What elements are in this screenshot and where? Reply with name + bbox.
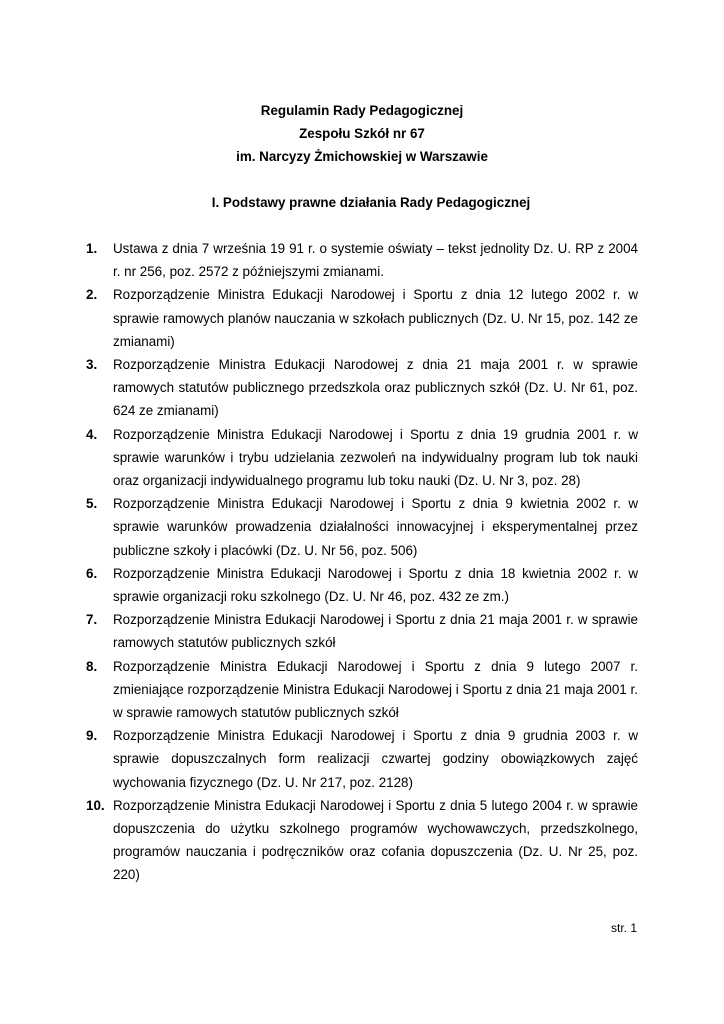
section-heading: I. Podstawy prawne działania Rady Pedagogicznej bbox=[211, 195, 531, 210]
list-item-number: 2. bbox=[86, 287, 98, 303]
list-item-text: Rozporządzenie Ministra Edukacji Narodowej z dnia 21 maja 2001 r. w sprawie ramowych statutów publicznego przedszkola oraz publicznych szkół (Dz. U. Nr 61, poz. 624 ze zmianami) bbox=[113, 357, 638, 419]
title-line-school: Zespołu Szkół nr 67 bbox=[299, 126, 425, 141]
list-item-number: 5. bbox=[86, 496, 98, 512]
list-item-text: Rozporządzenie Ministra Edukacji Narodowej i Sportu z dnia 9 kwietnia 2002 r. w sprawie warunków prowadzenia działalności innowacyjnej i eksperymentalnej przez publiczne szkoły i placówki (Dz. U. Nr 56, poz. 506) bbox=[113, 496, 638, 558]
list-item-text: Rozporządzenie Ministra Edukacji Narodowej i Sportu z dnia 12 lutego 2002 r. w sprawie ramowych planów nauczania w szkołach publicznych (Dz. U. Nr 15, poz. 142 ze zmianami) bbox=[113, 287, 638, 349]
title-line-regulation: Regulamin Rady Pedagogicznej bbox=[260, 103, 464, 118]
legal-bases-list bbox=[86, 237, 638, 887]
list-item-text: Rozporządzenie Ministra Edukacji Narodowej i Sportu z dnia 5 lutego 2004 r. w sprawie dopuszczenia do użytku szkolnego programów wychowawczych, przedszkolnego, programów nauczania i podręczników oraz cofania dopuszczenia (Dz. U. Nr 25, poz. 220) bbox=[113, 797, 638, 883]
list-item-number: 8. bbox=[86, 658, 98, 674]
list-item-text: Rozporządzenie Ministra Edukacji Narodowej i Sportu z dnia 19 grudnia 2001 r. w sprawie warunków i trybu udzielania zezwoleń na indywidualny program lub tok nauki oraz organizacji indywidualnego programu lub toku nauki (Dz. U. Nr 3, poz. 28) bbox=[113, 426, 638, 489]
list-item bbox=[86, 655, 638, 725]
list-item bbox=[86, 562, 638, 608]
page-number: str. 1 bbox=[610, 921, 637, 935]
list-item-number: 7. bbox=[86, 612, 98, 628]
list-item bbox=[86, 283, 638, 353]
list-item-text: Rozporządzenie Ministra Edukacji Narodowej i Sportu z dnia 21 maja 2001 r. w sprawie ramowych statutów publicznych szkół bbox=[113, 612, 638, 651]
list-item-number: 4. bbox=[86, 426, 98, 442]
list-item-text: Ustawa z dnia 7 września 19 91 r. o systemie oświaty – tekst jednolity Dz. U. RP z 2004 r. nr 256, poz. 2572 z późniejszymi zmianami. bbox=[113, 241, 638, 280]
list-item-number: 1. bbox=[86, 241, 98, 256]
list-item bbox=[86, 608, 638, 654]
title-line-patron: im. Narcyzy Żmichowskiej w Warszawie bbox=[236, 149, 488, 164]
list-item-number: 10. bbox=[86, 797, 105, 813]
list-item-text: Rozporządzenie Ministra Edukacji Narodowej i Sportu z dnia 9 lutego 2007 r. zmieniające rozporządzenie Ministra Edukacji Narodowej i Sportu z dnia 21 maja 2001 r. w sprawie ramowych statutów publicznych szkół bbox=[113, 658, 638, 721]
list-item bbox=[86, 724, 638, 794]
list-item-number: 6. bbox=[86, 565, 98, 581]
list-item bbox=[86, 353, 638, 423]
list-item bbox=[86, 423, 638, 493]
list-item bbox=[86, 492, 638, 562]
list-item bbox=[86, 794, 638, 887]
list-item-text: Rozporządzenie Ministra Edukacji Narodowej i Sportu z dnia 9 grudnia 2003 r. w sprawie dopuszczalnych form realizacji czwartej godziny obowiązkowych zajęć wychowania fizycznego (Dz. U. Nr 217, poz. 2128) bbox=[113, 728, 638, 790]
list-item-number: 9. bbox=[86, 728, 98, 744]
document-title bbox=[0, 99, 724, 168]
list-item-text: Rozporządzenie Ministra Edukacji Narodowej i Sportu z dnia 18 kwietnia 2002 r. w sprawie organizacji roku szkolnego (Dz. U. Nr 46, poz. 432 ze zm.) bbox=[113, 565, 638, 605]
list-item-number: 3. bbox=[86, 357, 98, 373]
list-item bbox=[86, 237, 638, 283]
